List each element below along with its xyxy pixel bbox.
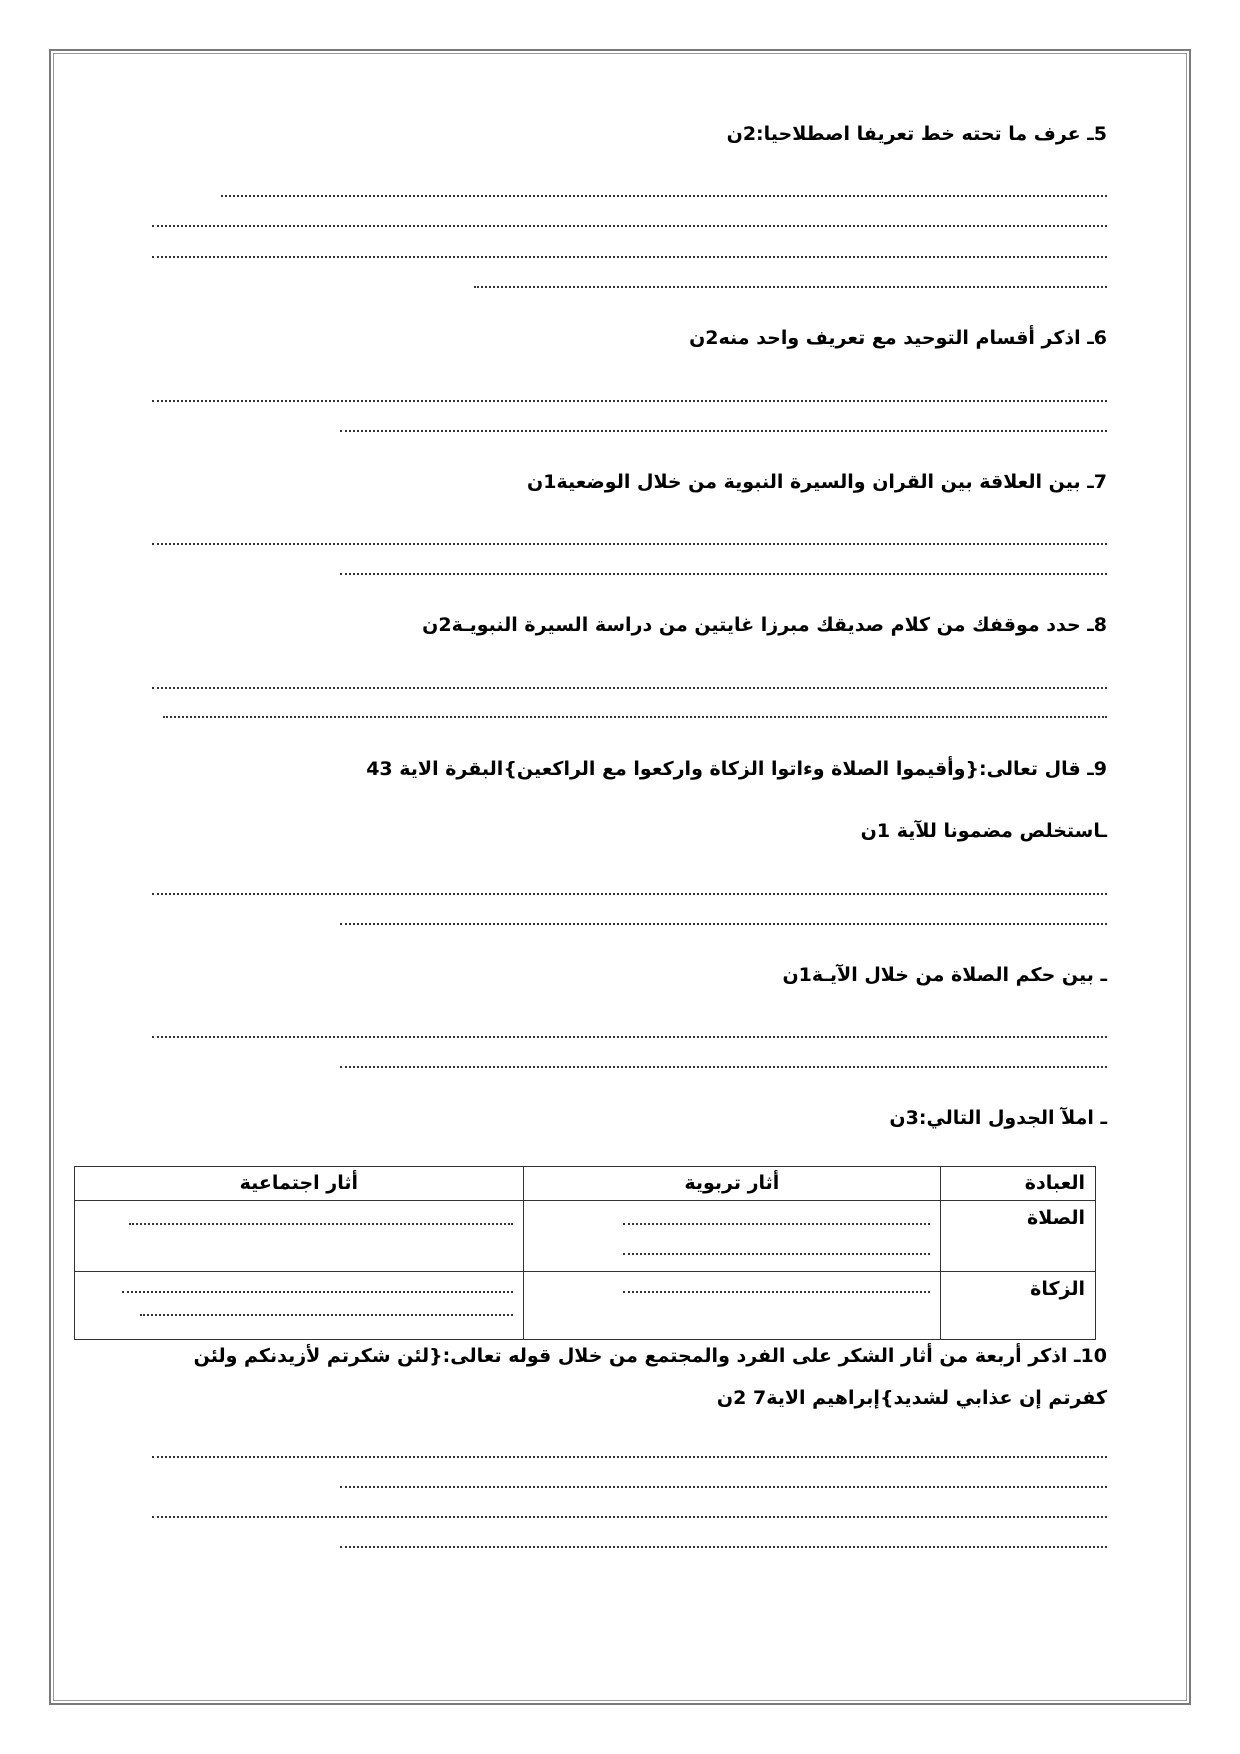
answer-line[interactable]	[152, 254, 1107, 258]
question-9c: ـ املآ الجدول التالي:3ن	[889, 1107, 1107, 1129]
answer-line[interactable]	[129, 1221, 513, 1225]
question-9a: ـاستخلص مضمونا للآية 1ن	[860, 820, 1107, 842]
header-social-effects: أثار اجتماعية	[75, 1167, 524, 1201]
answer-line[interactable]	[122, 1289, 513, 1293]
answer-line[interactable]	[340, 921, 1107, 925]
answer-line[interactable]	[140, 1312, 513, 1316]
table-header-row	[75, 1167, 1096, 1201]
worship-label: الزكاة	[1030, 1278, 1085, 1300]
answer-line[interactable]	[340, 1544, 1107, 1548]
social-effects-cell[interactable]	[75, 1201, 524, 1272]
question-9b: ـ بين حكم الصلاة من خلال الآيـة1ن	[782, 964, 1107, 986]
worship-label: الصلاة	[1026, 1207, 1085, 1229]
educational-effects-cell[interactable]	[523, 1201, 941, 1272]
question-10-line-2: كفرتم إن عذابي لشديد}إبراهيم الاية7 2ن	[716, 1387, 1107, 1409]
answer-line[interactable]	[340, 571, 1107, 575]
worship-cell	[941, 1272, 1096, 1340]
question-6: 6ـ اذكر أقسام التوحيد مع تعريف واحد منه2ن	[689, 327, 1107, 349]
question-10-line-1: 10ـ اذكر أربعة من أثار الشكر على الفرد والمجتمع من خلال قوله تعالى:{لئن شكرتم لأزيدنكم ولئن	[193, 1345, 1107, 1367]
educational-effects-cell[interactable]	[523, 1272, 941, 1340]
answer-line[interactable]	[623, 1289, 930, 1293]
answer-line[interactable]	[474, 284, 1107, 288]
answer-line[interactable]	[152, 223, 1107, 227]
answer-line[interactable]	[163, 714, 1107, 718]
answer-line[interactable]	[623, 1251, 930, 1255]
worship-effects-table	[74, 1166, 1096, 1340]
answer-line[interactable]	[152, 1034, 1107, 1038]
header-educational-effects: أثار تربوية	[523, 1167, 941, 1201]
worship-cell	[941, 1201, 1096, 1272]
answer-line[interactable]	[152, 685, 1107, 689]
answer-line[interactable]	[152, 1454, 1107, 1458]
table-row	[75, 1201, 1096, 1272]
header-worship: العبادة	[941, 1167, 1096, 1201]
question-8: 8ـ حدد موقفك من كلام صديقك مبرزا غايتين من دراسة السيرة النبويـة2ن	[422, 614, 1107, 636]
answer-line[interactable]	[152, 891, 1107, 895]
answer-line[interactable]	[340, 1064, 1107, 1068]
question-7: 7ـ بين العلاقة بين القران والسيرة النبوية من خلال الوضعية1ن	[526, 471, 1107, 493]
answer-line[interactable]	[152, 398, 1107, 402]
answer-line[interactable]	[340, 428, 1107, 432]
table-row	[75, 1272, 1096, 1340]
question-9: 9ـ قال تعالى:{وأقيموا الصلاة وءاتوا الزكاة واركعوا مع الراكعين}البقرة الاية 43	[366, 758, 1107, 780]
answer-line[interactable]	[340, 1484, 1107, 1488]
question-5: 5ـ عرف ما تحته خط تعريفا اصطلاحيا:2ن	[726, 123, 1107, 145]
answer-line[interactable]	[221, 193, 1107, 197]
answer-line[interactable]	[152, 1514, 1107, 1518]
answer-line[interactable]	[152, 541, 1107, 545]
answer-line[interactable]	[623, 1221, 930, 1225]
social-effects-cell[interactable]	[75, 1272, 524, 1340]
